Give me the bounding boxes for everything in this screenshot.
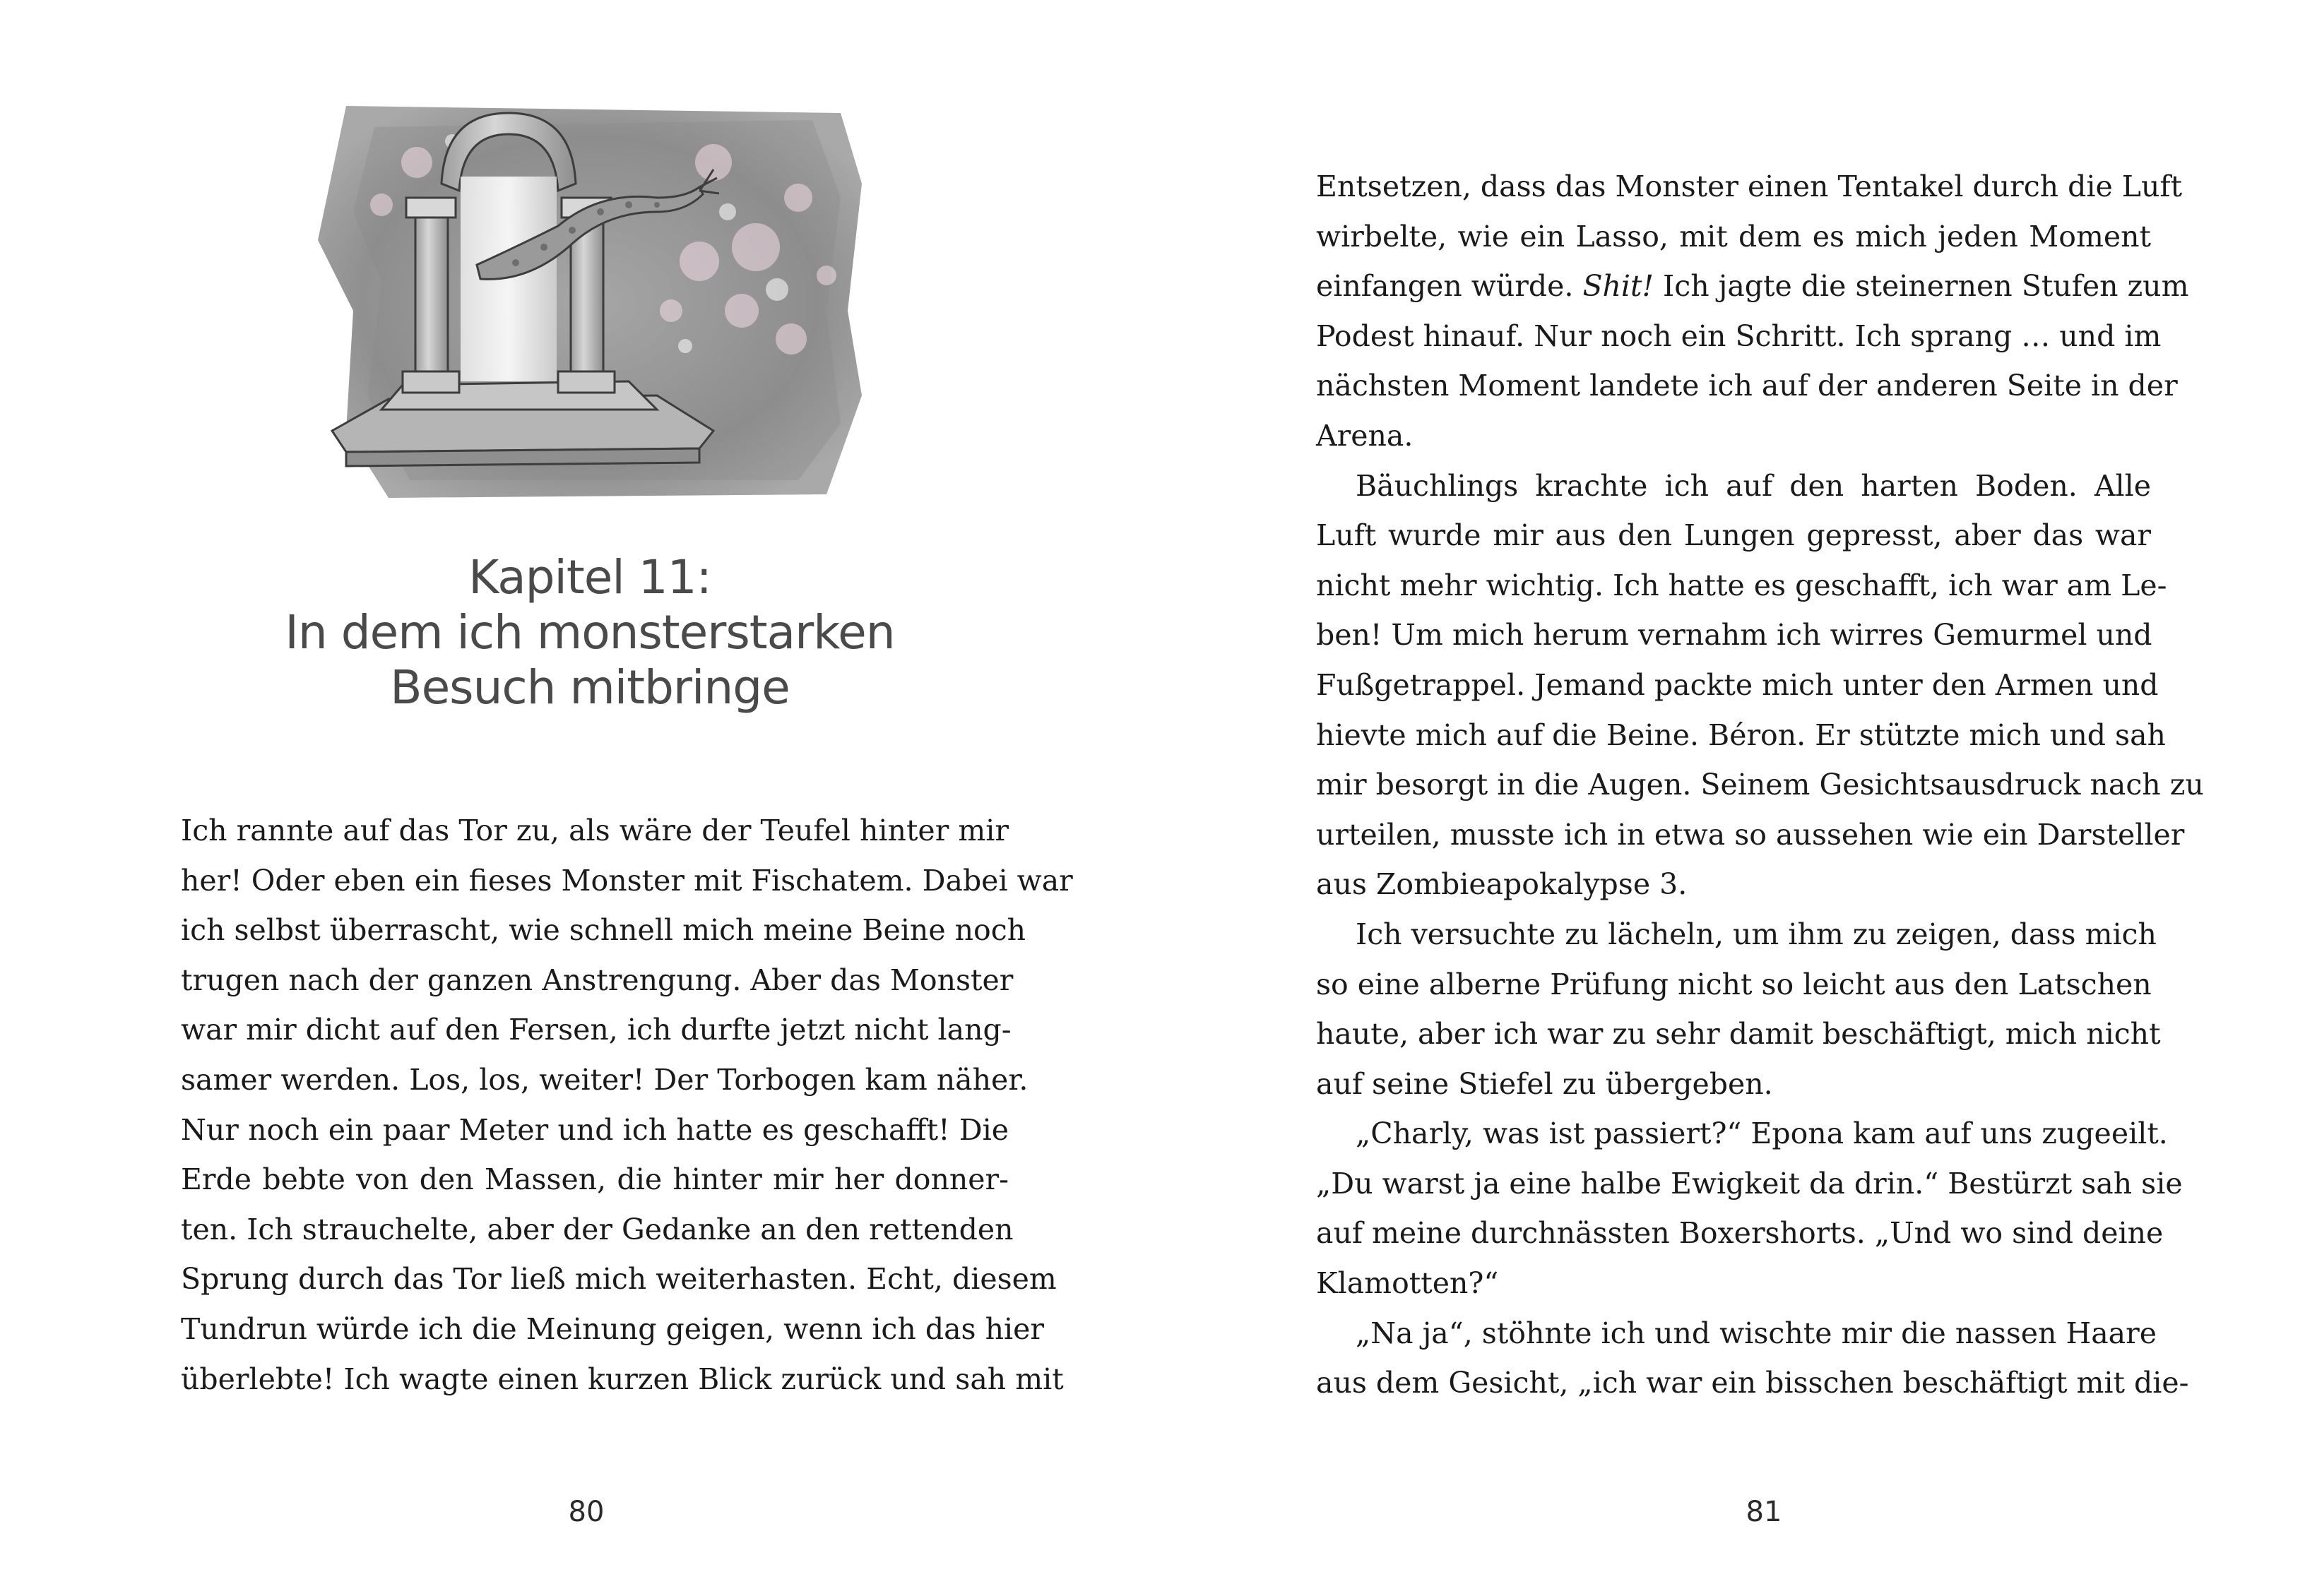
text-run: Luft wurde mir aus den Lungen gepresst, aber das war (1316, 518, 2151, 553)
text-line: her! Oder eben ein fieses Monster mit Fischatem. Dabei war (181, 863, 1073, 898)
text-line (1316, 261, 2189, 311)
text-line (1316, 1009, 2161, 1059)
text-line: ich selbst überrascht, wie schnell mich meine Beine noch (181, 913, 1026, 948)
chapter-title-line-2: Besuch mitbringe (390, 660, 790, 715)
text-run: Entsetzen, dass das Monster einen Tentakel durch die Luft (1316, 169, 2183, 203)
text-run: Ich versuchte zu lächeln, um ihm zu zeigen, dass mich (1356, 917, 2157, 951)
text-line (1316, 1258, 2151, 1309)
text-line (1316, 910, 2157, 960)
text-line: Sprung durch das Tor ließ mich weiterhasten. Echt, diesem (181, 1262, 1057, 1297)
left-body-text (181, 806, 1073, 1404)
text-line (1316, 461, 2151, 511)
chapter-title (177, 550, 1003, 715)
text-run: Fußgetrappel. Jemand packte mich unter den Armen und (1316, 667, 2159, 702)
text-line: Nur noch ein paar Meter und ich hatte es geschafft! Die (181, 1112, 1009, 1147)
text-run: aus Zombieapokalypse 3. (1316, 867, 1688, 902)
text-run: Bäuchlings krachte ich auf den harten Boden. Alle (1356, 468, 2151, 503)
text-line (1316, 1059, 2151, 1109)
text-run: haute, aber ich war zu sehr damit beschäftigt, mich nicht (1316, 1017, 2161, 1052)
text-run: Klamotten?“ (1316, 1266, 1499, 1301)
text-run: so eine alberne Prüfung nicht so leicht aus den Latschen (1316, 967, 2152, 1001)
text-line (1316, 810, 2185, 860)
text-line: überlebte! Ich wagte einen kurzen Blick zurück und sah mit (181, 1362, 1064, 1396)
text-line: Tundrun würde ich die Meinung geigen, wenn ich das hier (181, 1311, 1044, 1346)
chapter-title-line-1: In dem ich monsterstarken (285, 605, 895, 660)
text-line (1316, 212, 2151, 262)
text-run: auf seine Stiefel zu übergeben. (1316, 1066, 1773, 1101)
page-number: 81 (1746, 1496, 1782, 1528)
text-run: mir besorgt in die Augen. Seinem Gesichtsausdruck nach zu (1316, 768, 2204, 802)
text-line (1316, 1159, 2183, 1209)
text-run: Podest hinauf. Nur noch ein Schritt. Ich sprang … und im (1316, 318, 2162, 353)
emphasis: Shit! (1582, 269, 1654, 304)
text-line (1316, 1109, 2168, 1159)
text-line (1316, 760, 2204, 810)
left-page (0, 0, 1152, 1596)
text-run: auf meine durchnässten Boxershorts. „Und wo sind deine (1316, 1216, 2164, 1251)
text-run: Arena. (1316, 418, 1414, 453)
text-line (1316, 859, 2151, 910)
text-run: aus dem Gesicht, „ich war ein bisschen beschäftigt mit die- (1316, 1366, 2189, 1400)
text-line: trugen nach der ganzen Anstrengung. Aber das Monster (181, 963, 1014, 997)
text-line (1316, 1358, 2189, 1408)
text-line (1316, 561, 2167, 611)
text-run: nicht mehr wichtig. Ich hatte es geschafft, ich war am Le- (1316, 568, 2167, 602)
text-line: Erde bebte von den Massen, die hinter mir her donner- (181, 1162, 1009, 1197)
text-line: samer werden. Los, los, weiter! Der Torbogen kam näher. (181, 1062, 1029, 1097)
text-line (1316, 710, 2166, 761)
text-run: „Du warst ja eine halbe Ewigkeit da drin.“ Bestürzt sah sie (1316, 1166, 2183, 1201)
text-run: urteilen, musste ich in etwa so aussehen wie ein Darsteller (1316, 817, 2185, 852)
text-run: ben! Um mich herum vernahm ich wirres Gemurmel und (1316, 618, 2152, 653)
text-run: „Charly, was ist passiert?“ Epona kam auf uns zugeeilt. (1356, 1116, 2168, 1151)
text-run: hievte mich auf die Beine. Béron. Er stützte mich und sah (1316, 717, 2166, 752)
text-line (1316, 411, 2151, 461)
text-run: nächsten Moment landete ich auf der anderen Seite in der (1316, 369, 2178, 403)
right-body-text (1316, 162, 2204, 1408)
text-line (1316, 960, 2151, 1010)
chapter-number: Kapitel 11: (468, 550, 711, 605)
text-line (1316, 660, 2159, 710)
archway-illustration (304, 99, 869, 501)
text-line (1316, 1208, 2164, 1258)
text-line (1316, 1309, 2157, 1359)
text-line (1316, 610, 2151, 660)
text-line: ten. Ich strauchelte, aber der Gedanke an den rettenden (181, 1212, 1014, 1246)
text-run: einfangen würde. (1316, 269, 1583, 304)
text-line (1316, 311, 2162, 362)
right-page (1152, 0, 2304, 1596)
text-line: Ich rannte auf das Tor zu, als wäre der Teufel hinter mir (181, 814, 1009, 847)
text-line (1316, 361, 2178, 411)
text-run: Ich jagte die steinernen Stufen zum (1654, 269, 2189, 304)
text-run: wirbelte, wie ein Lasso, mit dem es mich jeden Moment (1316, 219, 2151, 254)
page-number: 80 (568, 1496, 605, 1528)
text-line (1316, 511, 2151, 561)
text-run: „Na ja“, stöhnte ich und wischte mir die nassen Haare (1356, 1316, 2157, 1350)
text-line (1316, 162, 2183, 212)
text-line: war mir dicht auf den Fersen, ich durfte jetzt nicht lang- (181, 1013, 1012, 1047)
